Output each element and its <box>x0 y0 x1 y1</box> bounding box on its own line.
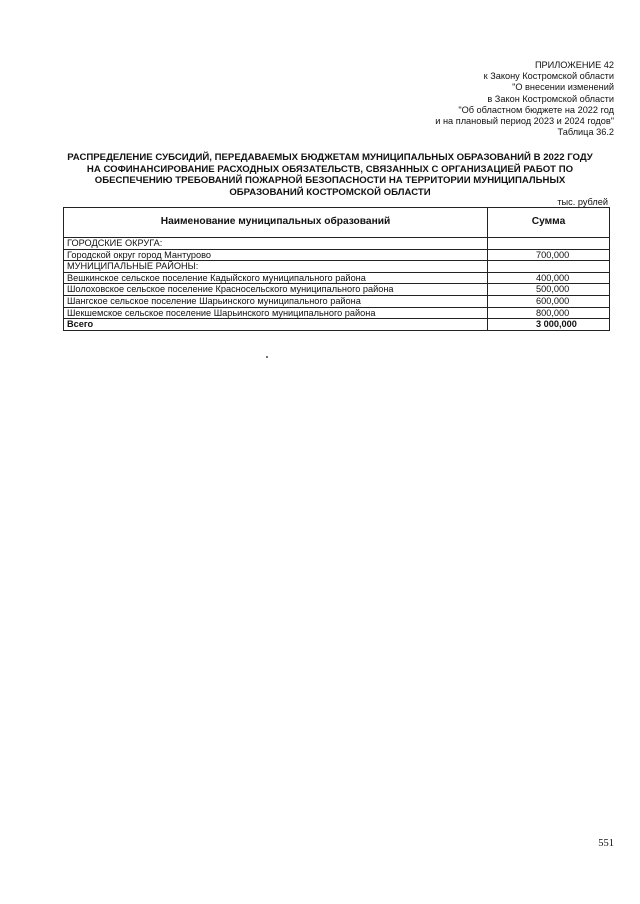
appendix-line: и на плановый период 2023 и 2024 годов" <box>435 116 614 127</box>
column-header-sum: Сумма <box>488 208 610 238</box>
title-line: НА СОФИНАНСИРОВАНИЕ РАСХОДНЫХ ОБЯЗАТЕЛЬСТВ, СВЯЗАННЫХ С ОРГАНИЗАЦИЕЙ РАБОТ ПО <box>86 163 574 175</box>
total-label: Всего <box>64 319 488 331</box>
table-row <box>64 295 610 307</box>
total-sum: 3 000,000 <box>488 319 610 331</box>
row-sum: 600,000 <box>488 295 610 307</box>
row-sum <box>488 261 610 273</box>
scan-speck <box>266 356 268 358</box>
row-section-label: МУНИЦИПАЛЬНЫЕ РАЙОНЫ: <box>64 261 488 273</box>
row-name: Шекшемское сельское поселение Шарьинского муниципального района <box>64 307 488 319</box>
table-row <box>64 307 610 319</box>
appendix-header <box>294 60 614 138</box>
table-number: Таблица 36.2 <box>557 127 614 138</box>
column-header-name: Наименование муниципальных образований <box>64 208 488 238</box>
subsidy-table <box>63 207 610 331</box>
row-sum: 800,000 <box>488 307 610 319</box>
row-sum: 700,000 <box>488 249 610 261</box>
appendix-line: ПРИЛОЖЕНИЕ 42 <box>534 60 614 70</box>
table-total-row <box>64 319 610 331</box>
title-line: ОБЕСПЕЧЕНИЮ ТРЕБОВАНИЙ ПОЖАРНОЙ БЕЗОПАСНОСТИ НА ТЕРРИТОРИИ МУНИЦИПАЛЬНЫХ <box>94 175 566 187</box>
table-row <box>64 272 610 284</box>
title-line: ОБРАЗОВАНИЙ КОСТРОМСКОЙ ОБЛАСТИ <box>229 186 431 198</box>
row-name: Шангское сельское поселение Шарьинского муниципального района <box>64 295 488 307</box>
appendix-line: "О внесении изменений <box>512 82 614 93</box>
table-row <box>64 284 610 296</box>
table-row <box>64 261 610 273</box>
appendix-line: "Об областном бюджете на 2022 год <box>458 104 614 115</box>
row-sum: 500,000 <box>488 284 610 296</box>
row-section-label: ГОРОДСКИЕ ОКРУГА: <box>64 238 488 250</box>
row-name: Вешкинское сельское поселение Кадыйского муниципального района <box>64 272 488 284</box>
units-label: тыс. рублей <box>557 197 608 207</box>
row-name: Городской округ город Мантурово <box>64 249 488 261</box>
row-name: Шолоховское сельское поселение Красносельского муниципального района <box>64 284 488 296</box>
page-number: 551 <box>598 838 614 849</box>
row-sum: 400,000 <box>488 272 610 284</box>
table-header-row <box>64 208 610 238</box>
appendix-line: к Закону Костромской области <box>483 71 614 82</box>
title-line: РАСПРЕДЕЛЕНИЕ СУБСИДИЙ, ПЕРЕДАВАЕМЫХ БЮДЖЕТАМ МУНИЦИПАЛЬНЫХ ОБРАЗОВАНИЙ В 2022 ГОДУ <box>67 152 593 163</box>
document-title <box>60 152 600 198</box>
appendix-line: в Закон Костромской области <box>487 93 614 104</box>
table-row <box>64 238 610 250</box>
row-sum <box>488 238 610 250</box>
table-row <box>64 249 610 261</box>
